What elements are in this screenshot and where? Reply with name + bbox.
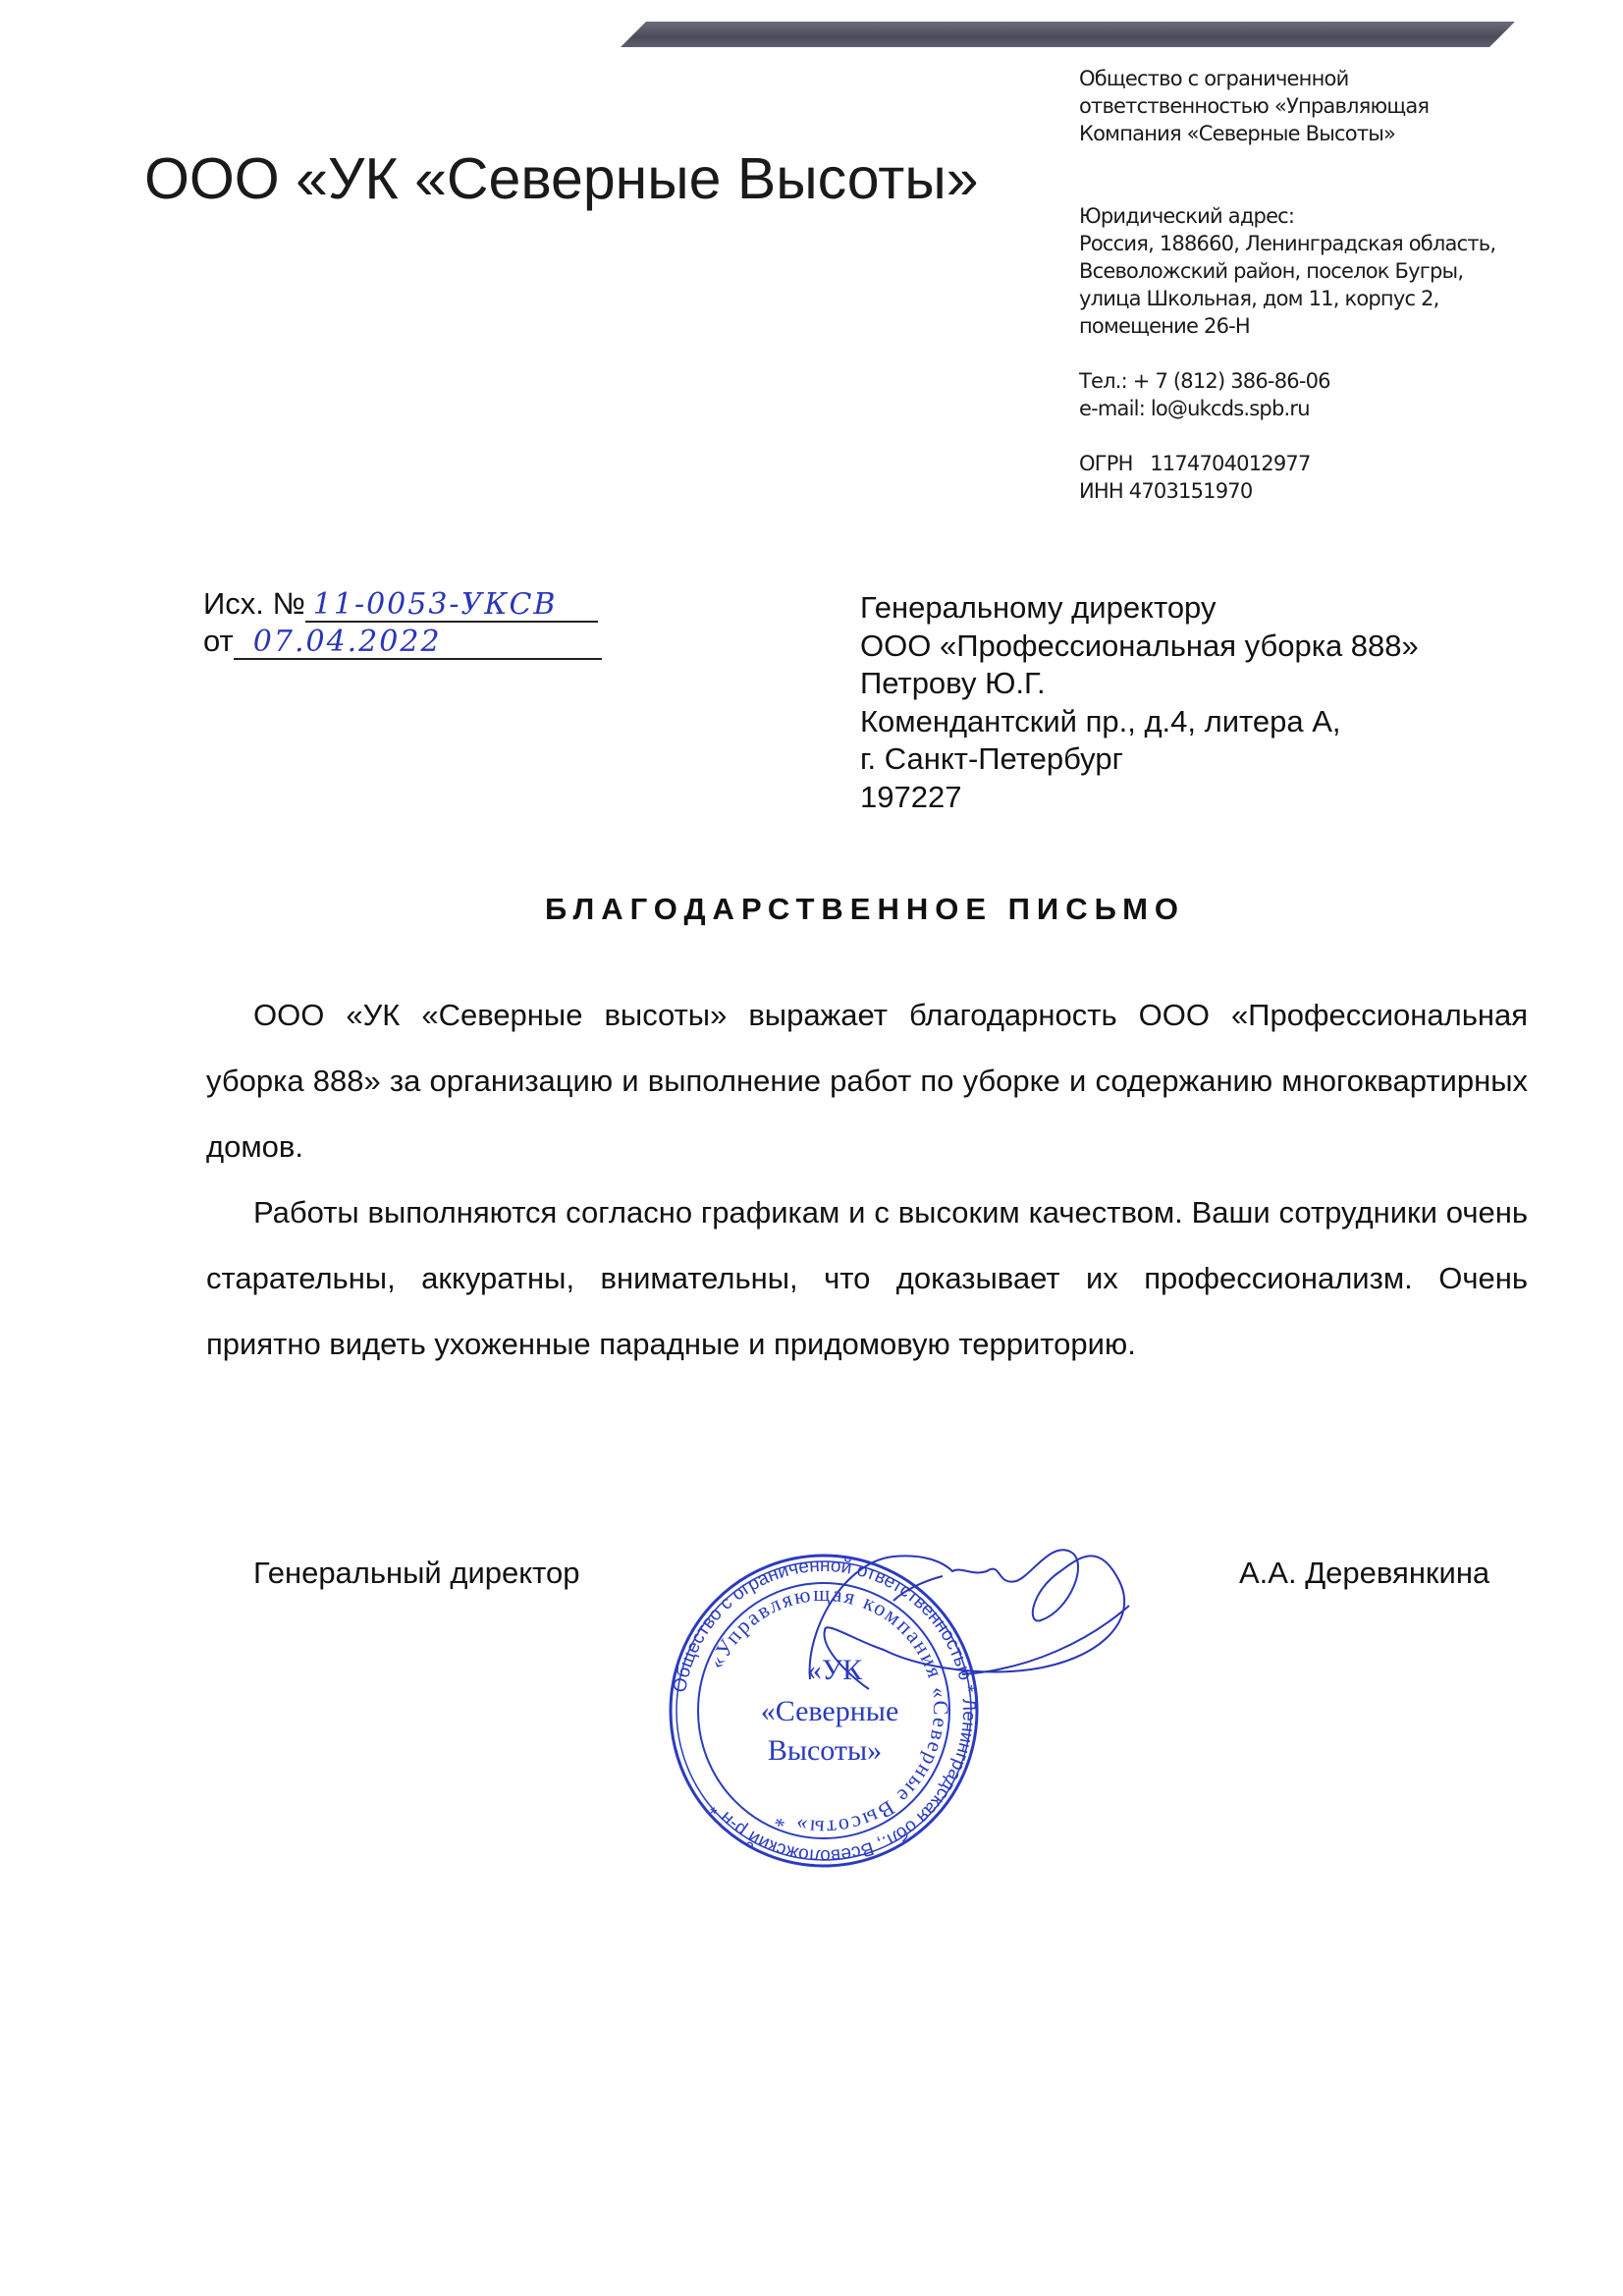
stamp-outer-text: Общество с ограниченной ответственностью * Ленинградская обл., Всеволожский р-н *	[670, 1555, 980, 1867]
email-link[interactable]: lo@ukcds.spb.ru	[1150, 397, 1310, 420]
company-stamp	[658, 1483, 1208, 1895]
legal-address-line: улица Школьная, дом 11, корпус 2,	[1079, 287, 1439, 310]
letter-body	[206, 982, 1528, 1377]
body-paragraph: ООО «УК «Северные высоты» выражает благодарность ООО «Профессиональная уборка 888» за организацию и выполнение работ по уборке и содержанию многоквартирных домов.	[206, 998, 1528, 1164]
ref-date-label: от	[203, 624, 234, 658]
phone: Тел.: + 7 (812) 386-86-06	[1079, 369, 1330, 393]
org-name-line: Компания «Северные Высоты»	[1079, 122, 1396, 145]
org-name-line: ответственностью «Управляющая	[1079, 94, 1430, 118]
outgoing-reference	[203, 585, 602, 660]
legal-address-label: Юридический адрес:	[1079, 204, 1295, 228]
stamp-center-line: «УК	[806, 1654, 863, 1686]
stamp-inner-text: «Управляющая компания «Северные Высоты» *	[703, 1580, 954, 1841]
stamp-center-line: «Северные	[760, 1695, 899, 1727]
addressee-line: Комендантский пр., д.4, литера А,	[860, 703, 1341, 738]
body-paragraph: Работы выполняются согласно графикам и с высоким качеством. Ваши сотрудники очень старательны, аккуратны, внимательны, что доказывает их профессионализм. Очень приятно видеть ухоженные парадные и придомовую территорию.	[206, 1195, 1528, 1361]
letterhead-bar	[621, 22, 1515, 47]
signatory-title: Генеральный директор	[253, 1556, 580, 1590]
org-name-line: Общество с ограниченной	[1079, 67, 1349, 90]
email-row	[1079, 395, 1495, 422]
stamp-center-line: Высоты»	[767, 1734, 883, 1767]
addressee-line: Генеральному директору	[860, 590, 1217, 625]
ref-number-value: 11-0053-УКСВ	[305, 589, 598, 623]
ogrn: ОГРН 1174704012977	[1079, 452, 1311, 475]
addressee-line: Петрову Ю.Г.	[860, 666, 1046, 700]
company-title: ООО «УК «Северные Высоты»	[144, 146, 979, 211]
legal-address-line: Всеволожский район, поселок Бугры,	[1079, 259, 1464, 283]
addressee-line: 197227	[860, 779, 962, 814]
legal-address-line: помещение 26-Н	[1079, 314, 1250, 338]
inn: ИНН 4703151970	[1079, 479, 1253, 503]
document-heading: БЛАГОДАРСТВЕННОЕ ПИСЬМО	[544, 892, 1186, 926]
org-details	[1079, 65, 1495, 505]
addressee	[860, 589, 1419, 816]
legal-address-line: Россия, 188660, Ленинградская область,	[1079, 232, 1496, 255]
ref-date-value: 07.04.2022	[234, 627, 602, 660]
email-label: e-mail:	[1079, 397, 1151, 420]
signatory-name: А.А. Деревянкина	[1239, 1556, 1490, 1590]
ref-number-label: Исх. №	[203, 586, 305, 621]
addressee-line: г. Санкт-Петербург	[860, 741, 1123, 776]
addressee-line: ООО «Профессиональная уборка 888»	[860, 628, 1419, 663]
